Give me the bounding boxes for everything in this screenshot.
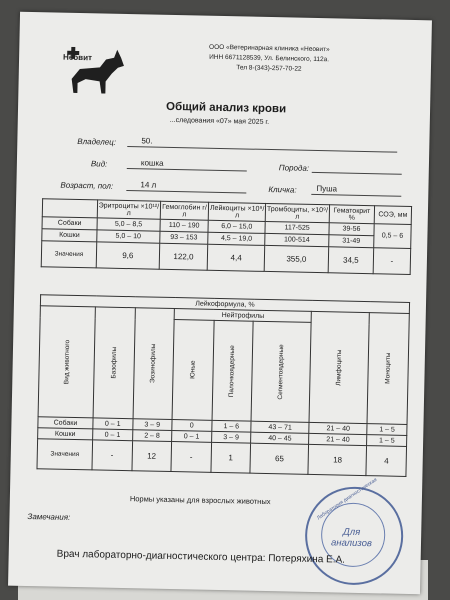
table-cell: 4,5 – 19,0 [208, 232, 265, 245]
row-label-cats: Кошки [38, 428, 93, 440]
table-cell: 93 – 153 [159, 231, 208, 244]
nick-label: Кличка: [268, 184, 297, 195]
exam-date: ...следования «07» мая 2025 г. [169, 116, 270, 126]
header-hematocrit: Гематокрит % [329, 205, 375, 224]
table-cell: 43 – 71 [251, 421, 309, 433]
header-segmented: Сегментоядерные [277, 344, 286, 400]
header-soe: СОЭ, мм [374, 206, 411, 225]
table-cell: 40 – 45 [251, 432, 309, 444]
table-cell: 21 – 40 [309, 433, 367, 445]
value-basophils: - [92, 440, 132, 471]
table-cell: 3 – 9 [211, 431, 251, 443]
blood-table-corner [42, 199, 97, 218]
header-basophils: Базофилы [110, 346, 118, 379]
value-segmented: 65 [250, 443, 309, 474]
header-lymphocytes: Лимфоциты [335, 349, 344, 386]
neutrophils-header: Нейтрофилы [174, 309, 311, 323]
table-cell: 5,0 – 10 [97, 230, 160, 243]
table-cell: 5,0 – 8,5 [97, 218, 160, 231]
table-cell: 2 – 8 [132, 430, 172, 442]
lab-stamp [304, 476, 404, 586]
value-monocytes: 4 [366, 446, 406, 477]
row-label-dogs: Собаки [42, 217, 97, 230]
species-label: Вид: [90, 159, 108, 169]
blood-table [41, 198, 412, 275]
header-young: Юные [189, 360, 197, 380]
doctor-signature-line: Врач лабораторно-диагностического центра: Потеряхина Е.А. [56, 548, 346, 566]
stamp-line-2: анализов [330, 537, 372, 550]
age-label: Возраст, пол: [60, 180, 114, 191]
values-label: Значения [41, 241, 97, 268]
owner-line [127, 146, 397, 153]
table-cell: 0 – 1 [172, 431, 212, 443]
header-leukocytes: Лейкоциты ×10⁹/л [208, 202, 265, 221]
band-header-cell [212, 320, 254, 421]
table-cell: 100-514 [265, 233, 329, 246]
table-cell: 110 – 190 [160, 219, 209, 232]
breed-line [312, 172, 402, 175]
clinic-name: ООО «Ветеринарная клиника «Неовит» [208, 43, 330, 54]
segmented-header-cell [251, 321, 311, 422]
age-line [126, 190, 246, 194]
table-cell: 6,0 – 15,0 [208, 220, 265, 233]
header-band: Палочкоядерные [228, 344, 237, 397]
owner-label: Владелец: [77, 136, 117, 147]
stamp-ring-text: Лаборатория диагностическая [315, 476, 379, 522]
table-cell: 0 – 1 [93, 418, 133, 430]
table-cell: 1 – 5 [367, 424, 407, 436]
stamp-line-1: Для [342, 526, 361, 538]
monocytes-header-cell [367, 313, 409, 425]
eosinophils-header-cell [133, 308, 175, 420]
header-erythrocytes: Эритроциты ×10¹²/л [97, 200, 160, 219]
table-cell: 117-525 [265, 221, 329, 234]
table-cell: 39-56 [329, 223, 374, 236]
owner-value: 50. [141, 136, 153, 146]
value-hemoglobin: 122,0 [159, 243, 208, 270]
breed-label: Порода: [278, 163, 310, 173]
basophils-header-cell [93, 307, 135, 419]
header-eosinophils: Эозинофилы [149, 343, 158, 384]
species-line [127, 168, 247, 172]
nick-value: Пуша [316, 183, 338, 194]
clinic-inn-address: ИНН 6671128539, Ул. Белинского, 112а. [209, 53, 330, 64]
table-cell: 1 – 6 [211, 420, 251, 432]
clinic-phone: Тел 8-(343)-257-70-22 [236, 64, 302, 73]
page-title: Общий анализ крови [165, 100, 287, 116]
nick-line [311, 194, 401, 197]
value-young: - [171, 442, 211, 473]
logo-text: Неовит [63, 52, 93, 63]
header-hemoglobin: Гемоглобин г/л [160, 201, 209, 220]
leukoformula-table [36, 294, 410, 477]
species-header-cell [38, 306, 95, 418]
row-label-cats: Кошки [42, 229, 97, 242]
table-cell: 1 – 5 [367, 435, 407, 447]
value-leukocytes: 4,4 [207, 244, 264, 271]
remarks-label: Замечания: [27, 512, 71, 522]
values-label: Значения [37, 439, 93, 470]
table-cell: 0 [172, 420, 212, 432]
value-hematocrit: 34,5 [328, 247, 374, 274]
soe-norm: 0,5 – 6 [374, 224, 411, 249]
species-header: Вид животного [62, 339, 71, 385]
row-label-dogs: Собаки [38, 417, 93, 429]
document-sheet [8, 12, 432, 595]
value-eosinophils: 12 [132, 441, 172, 472]
norms-note: Нормы указаны для взрослых животных [129, 494, 271, 507]
species-value: кошка [140, 158, 164, 168]
lymphocytes-header-cell [309, 311, 369, 423]
value-lymphocytes: 18 [308, 444, 367, 475]
table-cell: 31-49 [329, 235, 374, 248]
header-monocytes: Моноциты [384, 352, 393, 385]
value-erythrocytes: 9,6 [96, 242, 159, 269]
age-value: 14 л [140, 180, 157, 190]
table-cell: 21 – 40 [309, 422, 367, 434]
header-platelets: Тромбоциты, ×10⁹/л [265, 203, 329, 222]
value-platelets: 355,0 [264, 245, 328, 272]
young-header-cell [172, 320, 214, 421]
table-cell: 3 – 9 [132, 419, 172, 431]
value-soe: - [373, 248, 411, 275]
stamp-text [331, 526, 372, 549]
table-cell: 0 – 1 [93, 429, 133, 441]
value-band: 1 [211, 442, 251, 473]
leukoformula-title: Лейкоформула, % [40, 295, 409, 314]
